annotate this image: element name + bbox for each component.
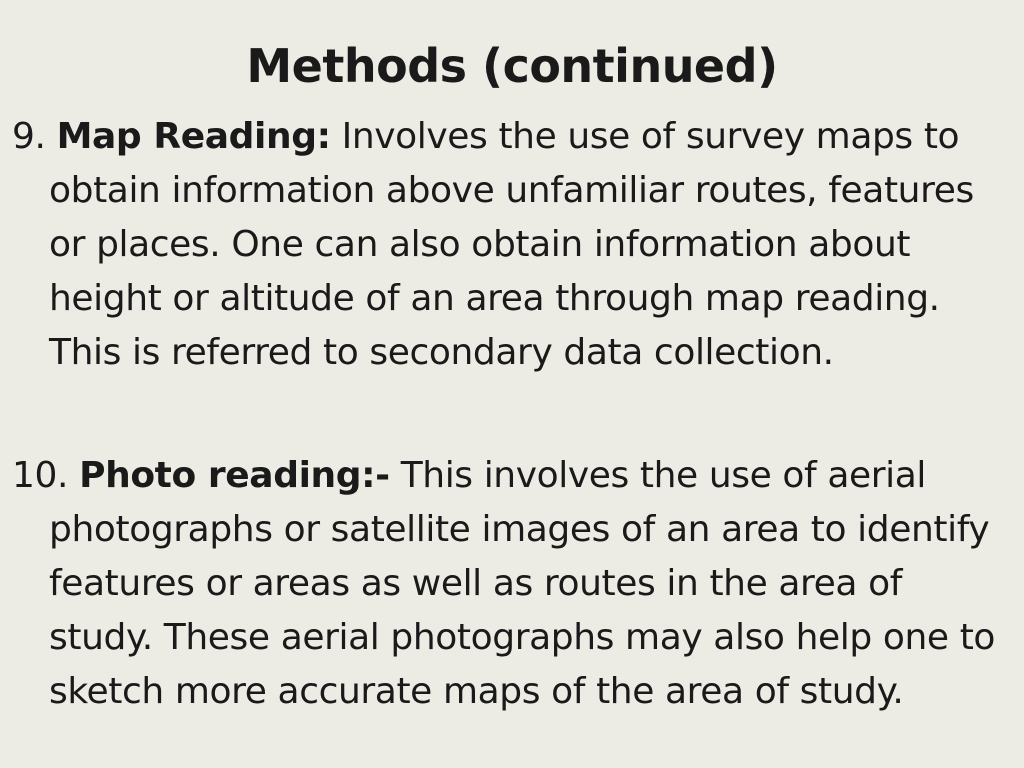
item-number: 9.	[12, 116, 46, 157]
item-description: Involves the use of survey maps to obtain information above unfamiliar routes, features or places. One can also obtain information about height or altitude of an area through map reading. This is referred to secondary data collection.	[49, 116, 974, 373]
slide-title: Methods (continued)	[246, 39, 778, 93]
item-term: Photo reading:-	[79, 455, 390, 496]
item-description: This involves the use of aerial photographs or satellite images of an area to identify features or areas as well as routes in the area of study. These aerial photographs may also help one to sketch more accurate maps of the area of study.	[49, 455, 996, 712]
list-item-map-reading	[12, 110, 1012, 380]
item-term: Map Reading:	[56, 116, 331, 157]
item-number: 10.	[12, 455, 69, 496]
list-item-photo-reading	[12, 449, 1012, 719]
